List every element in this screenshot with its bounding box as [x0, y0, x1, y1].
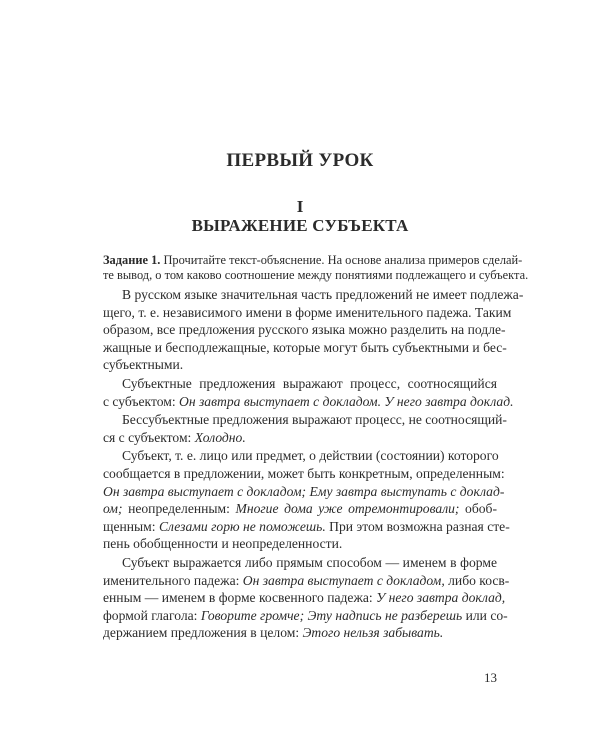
p4-example-1: Он завтра выступает с докладом; Ему завтра выступать с доклад-	[103, 483, 505, 499]
task-line-2: те вывод, о том каково соотношение между понятиями подлежащего и субъекта.	[103, 268, 529, 282]
p4-line-3	[103, 483, 505, 501]
p2-line-1: Субъектные предложения выражают процесс, соотносящийся	[122, 375, 497, 391]
p5-example-4: Этого нельзя забывать.	[302, 625, 444, 641]
p4-line-2: сообщается в предложении, может быть конкретным, определенным:	[103, 465, 505, 481]
p4-line-6: пень обобщенности и неопределенности.	[103, 536, 343, 552]
p5-text-c: енным — именем в форме косвенного падежа:	[103, 590, 377, 606]
p4-text-b: обоб-	[459, 501, 498, 517]
paragraph-4	[103, 447, 510, 553]
p4-text-a: неопределенным:	[122, 501, 236, 517]
p5-text-e: или со-	[462, 607, 508, 623]
p4-line-1: Субъект, т. е. лицо или предмет, о действии (состоянии) которого	[122, 448, 499, 464]
p4-example-3: Слезами горю не поможешь.	[158, 518, 326, 534]
p4-text-c: щенным:	[103, 518, 159, 534]
p3-text: ся с субъектом:	[103, 429, 195, 445]
p5-line-4	[103, 607, 508, 625]
p5-line-5	[103, 624, 497, 642]
p2-text: с субъектом:	[103, 393, 180, 409]
p3-line-2	[103, 429, 497, 447]
p1-line-2: щего, т. е. независимого имени в форме именительного падежа. Таким	[103, 304, 512, 320]
p3-line-1: Бессубъектные предложения выражают процесс, не соотносящий-	[122, 412, 507, 428]
p5-text-b: либо косв-	[444, 572, 510, 588]
task-instruction	[103, 253, 529, 283]
p5-line-3	[103, 589, 506, 607]
p4-example-1-end: ом;	[103, 501, 123, 517]
paragraph-1	[103, 286, 524, 374]
lesson-title: ПЕРВЫЙ УРОК	[226, 150, 374, 171]
p1-line-4: жащные и бесподлежащные, которые могут быть субъектными и бес-	[103, 339, 507, 355]
p4-text-d: При этом возможна разная сте-	[325, 518, 510, 534]
p4-example-2: Многие дома уже отремонтировали;	[235, 501, 460, 517]
paragraph-3	[103, 411, 507, 446]
p5-text-a: именительного падежа:	[103, 572, 243, 588]
section-title: ВЫРАЖЕНИЕ СУБЪЕКТА	[191, 216, 409, 235]
page-number: 13	[484, 670, 497, 685]
p5-line-1: Субъект выражается либо прямым способом — именем в форме	[122, 554, 497, 570]
p5-line-2	[103, 572, 510, 590]
task-line-1	[103, 253, 523, 268]
p1-line-1: В русском языке значительная часть предложений не имеет подлежа-	[122, 287, 524, 302]
body-text	[103, 286, 524, 642]
p2-example: Он завтра выступает с докладом. У него завтра доклад.	[179, 393, 514, 409]
p4-line-5	[103, 518, 510, 536]
section-number: I	[296, 197, 304, 216]
p3-example: Холодно.	[194, 429, 246, 445]
task-label: Задание 1.	[103, 253, 161, 267]
p5-example-1: Он завтра выступает с докладом,	[242, 572, 445, 588]
p1-line-5: субъектными.	[103, 357, 184, 373]
task-text-1: Прочитайте текст-объяснение. На основе анализа примеров сделай-	[163, 253, 523, 267]
p5-example-2: У него завтра доклад,	[376, 590, 506, 606]
p5-example-3: Говорите громче; Эту надпись не разберешь	[200, 607, 463, 623]
paragraph-2	[103, 375, 514, 410]
p2-line-2	[103, 393, 514, 411]
p5-text-d: формой глагола:	[103, 607, 201, 623]
paragraph-5	[103, 554, 510, 642]
p5-text-f: держанием предложения в целом:	[103, 625, 303, 641]
p4-line-4	[103, 500, 497, 518]
p1-line-3: образом, все предложения русского языка можно разделить на подле-	[103, 322, 506, 338]
